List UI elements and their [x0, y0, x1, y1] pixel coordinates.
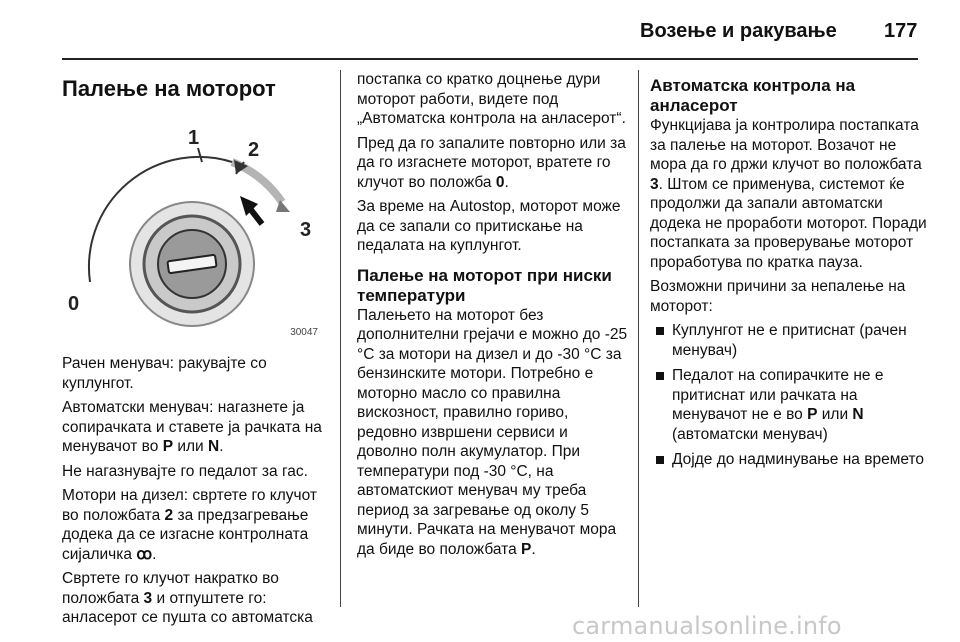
bullet-square-icon	[656, 456, 664, 464]
section-title: Палење на моторот	[62, 76, 276, 101]
position-label-0: 0	[68, 293, 80, 315]
position-label-1: 1	[188, 127, 200, 149]
ignition-switch-figure	[62, 122, 324, 344]
column-divider	[340, 70, 341, 607]
bullet-list	[650, 321, 930, 470]
position-label-3: 3	[300, 219, 312, 241]
list-item: Куплунгот не е притиснат (рачен менувач)	[650, 321, 930, 360]
position-label-2: 2	[248, 139, 260, 161]
watermark: carmanualsonline.info	[572, 612, 842, 640]
paragraph: постапка со кратко доцнење дури моторот работи, видете под „Автоматска контрола на анласерот“.	[357, 71, 626, 127]
paragraph: Свртете го клучот накратко во положбата 3 и отпуштете го: анласерот се пушта со автоматска	[62, 570, 313, 626]
column-left	[62, 62, 332, 633]
subsection-title: Палење на моторот при ниски температури	[357, 265, 612, 305]
paragraph: Не нагазнувајте го педалот за гас.	[62, 462, 308, 480]
header-rule	[62, 58, 918, 60]
paragraph: Рачен менувач: ракувајте со куплунгот.	[62, 355, 267, 392]
paragraph: Возможни причини за непалење на моторот:	[650, 278, 906, 315]
ignition-switch-illustration	[62, 122, 324, 344]
column-right	[650, 62, 930, 476]
column-divider	[638, 70, 639, 607]
subsection-title: Автоматска контрола на анласерот	[650, 76, 856, 115]
list-item: Дојде до надминување на времето	[650, 450, 930, 470]
bullet-square-icon	[656, 372, 664, 380]
glow-plug-icon: ꝏ	[136, 545, 153, 563]
header-title: Возење и ракување	[640, 20, 837, 42]
bullet-square-icon	[656, 327, 664, 335]
figure-code: 30047	[290, 326, 318, 338]
tick-mark	[198, 148, 202, 162]
column-middle	[357, 62, 629, 564]
paragraph: За време на Autostop, моторот може да се запали со притискање на педалата на куплунгот.	[357, 198, 621, 254]
paragraph: Функцијава ја контролира постапката за палење на моторот. Возачот не мора да го држи клучот во положбата 3. Штом се применува, системот ќе продолжи да запали автоматски додека не проработи моторот. Поради постапката за проверување моторот проработува по кратка пауза.	[650, 117, 927, 271]
paragraph: Пред да го запалите повторно или за да го изгаснете моторот, вратете го клучот во положба 0.	[357, 134, 626, 191]
paragraph: Палењето на моторот без дополнителни грејачи е можно до -25 °C за мотори на дизел и до -30 °C за бензинските мотори. Потребно е моторно масло со правилна вискозност, правилно гориво, редовно извршени сервиси и доволно полн акумулатор. При температури под -30 °C, на автоматскиот менувач му треба период за загревање од околу 5 минути. Рачката на менувачот мора да биде во положбата P.	[357, 306, 628, 558]
paragraph: Мотори на дизел: свртете го клучот во положбата 2 за предзагревање додека да се изгасне контролната сијаличка ꝏ.	[62, 487, 317, 563]
paragraph: Автоматски менувач: нагазнете ја сопирачката и ставете ја рачката на менувачот во P или N.	[62, 399, 322, 455]
list-item: Педалот на сопирачките не е притиснат или рачката на менувачот не е во P или N (автоматски менувач)	[650, 366, 930, 444]
page-number: 177	[884, 20, 918, 42]
